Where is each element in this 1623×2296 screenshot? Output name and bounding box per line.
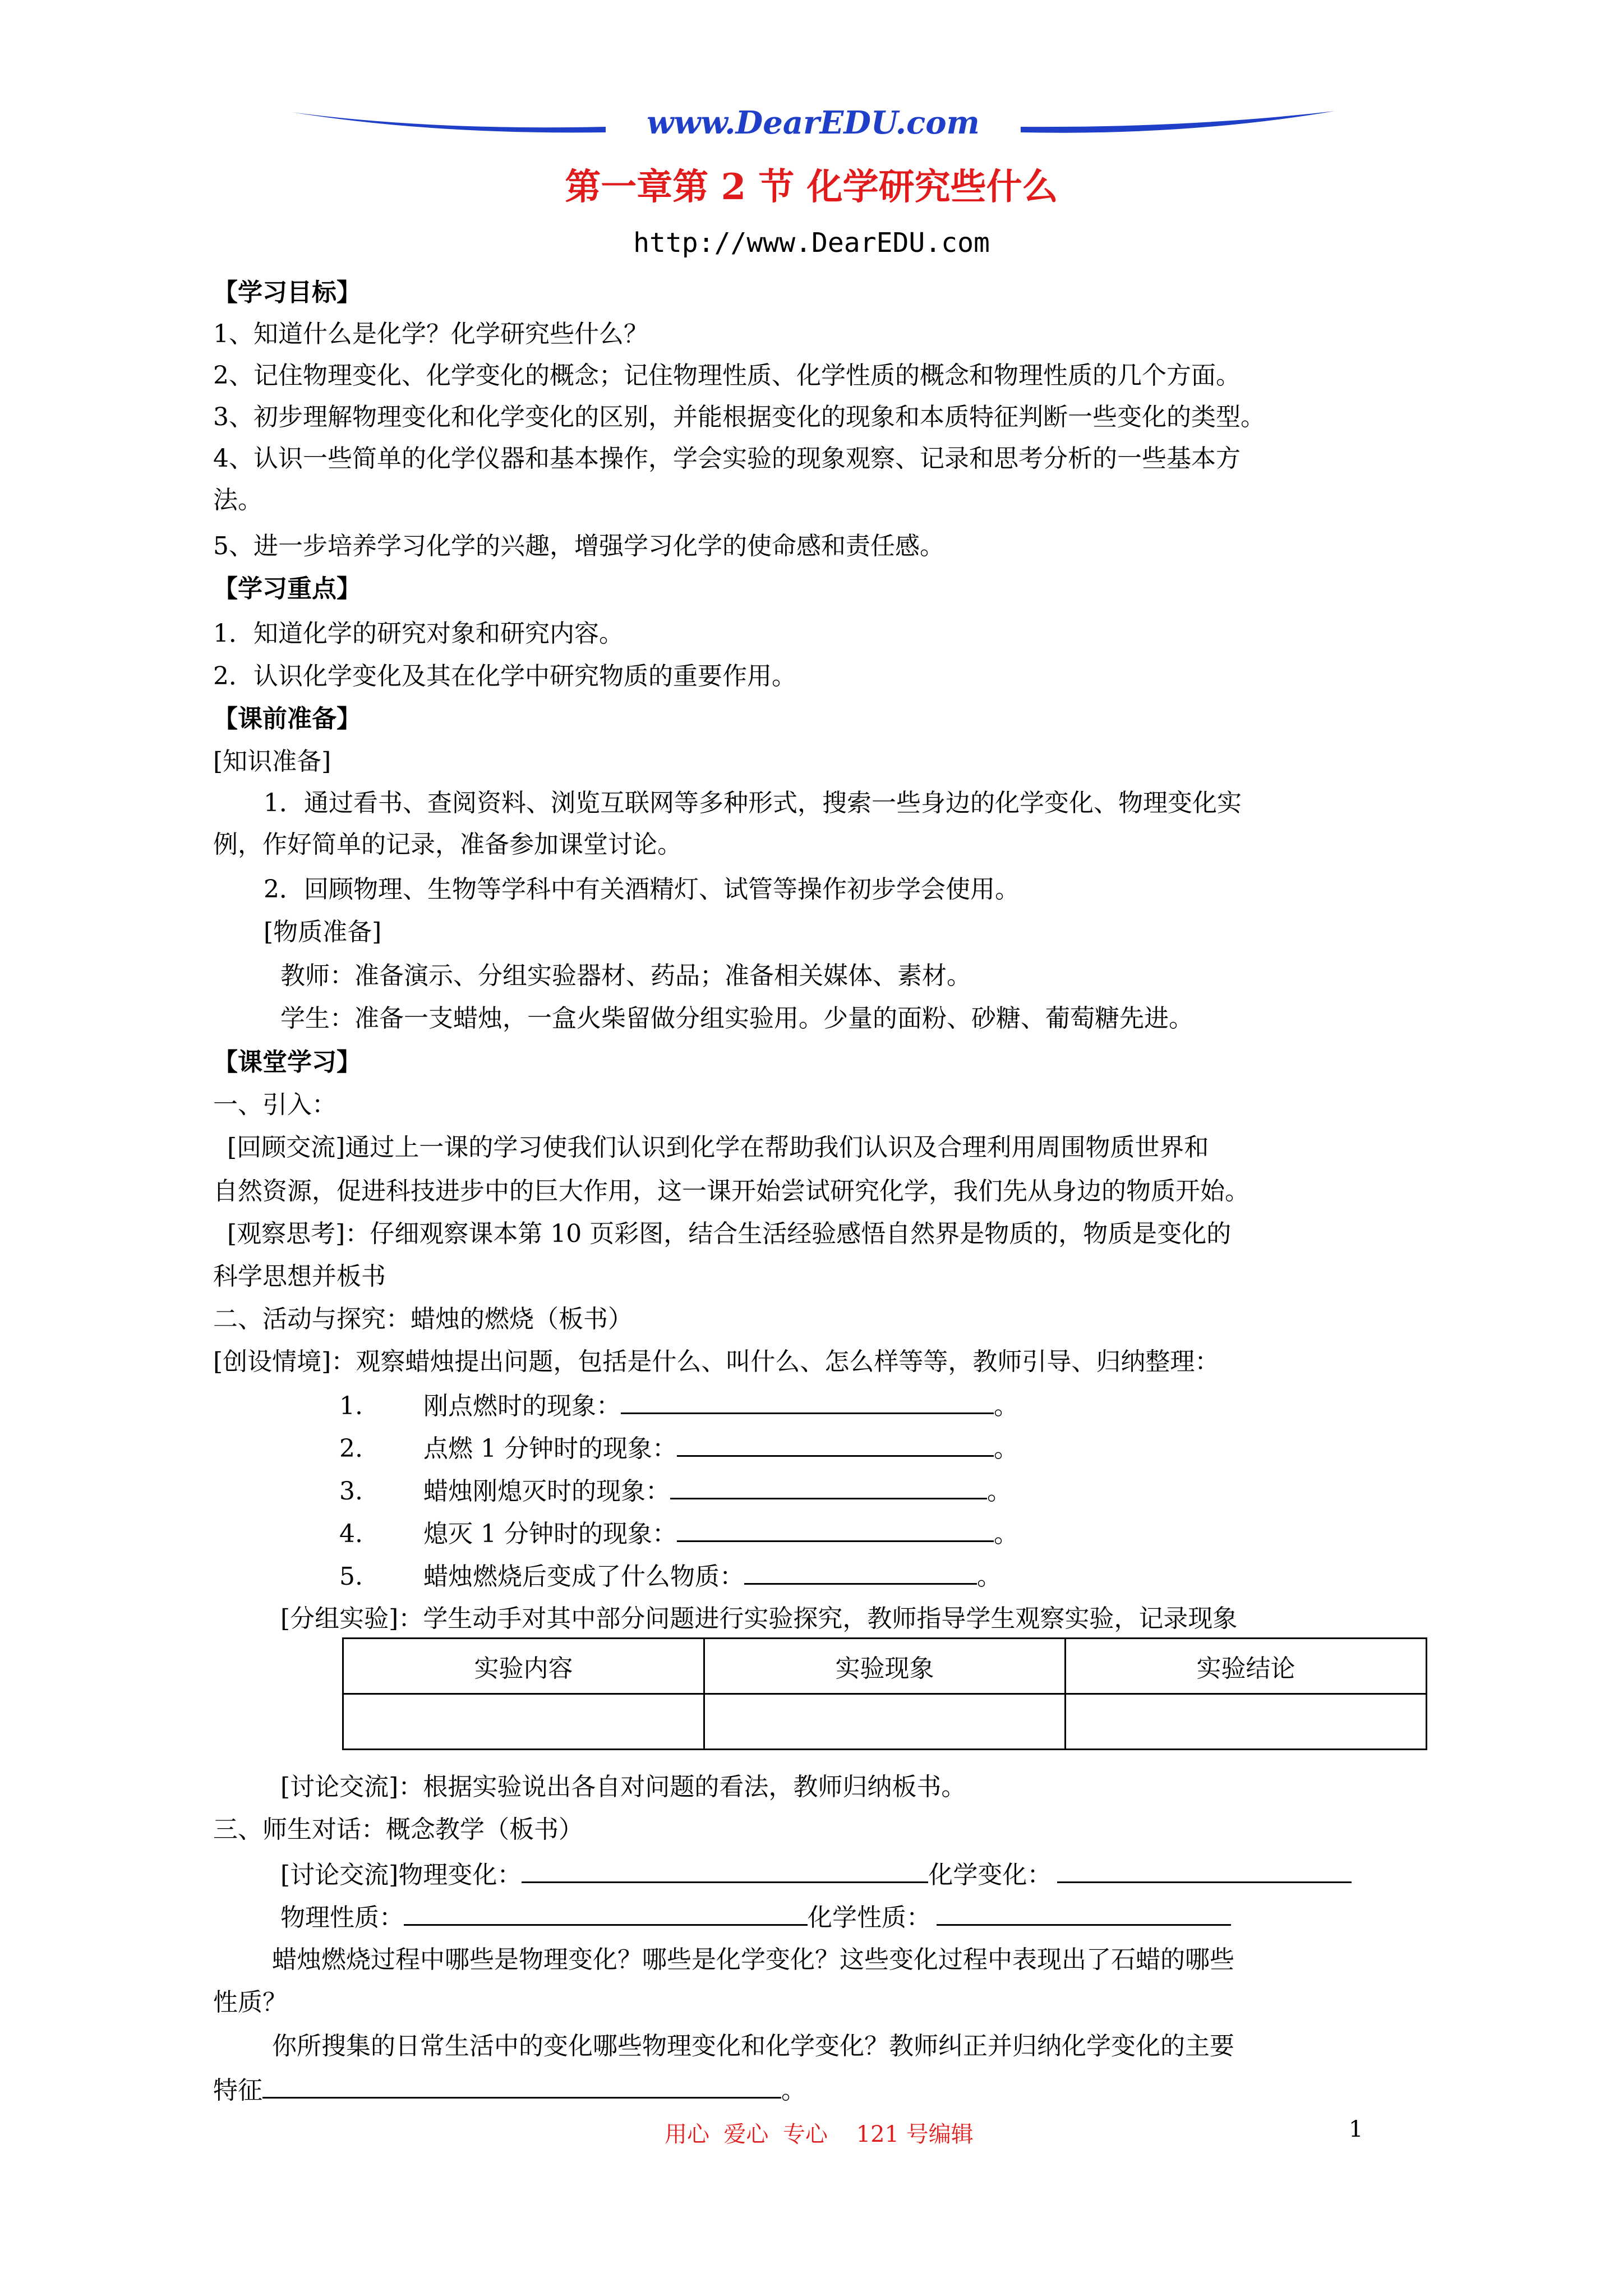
knowledge-prep-label: [知识准备] — [213, 747, 331, 776]
collect-question-line — [213, 2072, 806, 2108]
question-text: 点燃 1 分钟时的现象： — [423, 1434, 677, 1463]
prep-line: 例，作好简单的记录，准备参加课堂讨论。 — [213, 830, 682, 859]
question-5 — [339, 1558, 1002, 1594]
candle-question-line: 蜡烛燃烧过程中哪些是物理变化？哪些是化学变化？这些变化过程中表现出了石蜡的哪些 — [272, 1945, 1234, 1974]
page-title: 第一章第 2 节 化学研究些什么 — [565, 166, 1058, 208]
question-period: 。 — [986, 1477, 1012, 1506]
concept-line-changes — [280, 1857, 1352, 1892]
goal-item: 4、认识一些简单的化学仪器和基本操作，学会实验的现象观察、记录和思考分析的一些基本方 — [213, 444, 1241, 473]
table-cell[interactable] — [343, 1694, 704, 1750]
question-4 — [339, 1516, 1018, 1551]
site-banner — [292, 100, 1335, 150]
observe-line: 科学思想并板书 — [213, 1262, 386, 1291]
table-cell[interactable] — [1066, 1694, 1427, 1750]
student-prep: 学生：准备一支蜡烛，一盒火柴留做分组实验用。少量的面粉、砂糖、葡萄糖先进。 — [280, 1004, 1193, 1033]
class-heading: 【课堂学习】 — [213, 1048, 361, 1076]
banner-text: www.DearEDU.com — [647, 104, 980, 141]
physical-property-blank[interactable] — [404, 1899, 808, 1926]
answer-blank[interactable] — [744, 1558, 977, 1585]
review-line: [回顾交流]通过上一课的学习使我们认识到化学在帮助我们认识及合理利用周围物质世界和 — [227, 1133, 1209, 1162]
question-period: 。 — [993, 1520, 1018, 1548]
answer-blank[interactable] — [677, 1430, 994, 1457]
discuss-line: [讨论交流]：根据实验说出各自对问题的看法，教师归纳板书。 — [280, 1773, 966, 1801]
focus-item: 1．知道化学的研究对象和研究内容。 — [213, 619, 624, 648]
question-text: 熄灭 1 分钟时的现象： — [423, 1520, 677, 1548]
question-number: 5. — [339, 1562, 363, 1591]
goal-item: 5、进一步培养学习化学的兴趣，增强学习化学的使命感和责任感。 — [213, 532, 944, 560]
table-cell[interactable] — [704, 1694, 1066, 1750]
answer-blank[interactable] — [677, 1516, 994, 1542]
activity-heading: 二、活动与探究：蜡烛的燃烧（板书） — [213, 1305, 633, 1333]
footer-text: 用心 爱心 专心 121 号编辑 — [665, 2122, 974, 2147]
answer-blank[interactable] — [670, 1473, 987, 1499]
question-number: 3. — [339, 1477, 363, 1506]
feature-blank[interactable] — [262, 2072, 781, 2099]
table-header-cell: 实验结论 — [1066, 1639, 1427, 1694]
question-1 — [339, 1388, 1018, 1423]
question-3 — [339, 1473, 1012, 1508]
question-period: 。 — [993, 1434, 1018, 1463]
goal-item: 法。 — [213, 486, 262, 514]
chemical-change-label: 化学变化： — [928, 1861, 1052, 1889]
question-number: 2. — [339, 1434, 363, 1463]
answer-blank[interactable] — [621, 1388, 994, 1414]
question-period: 。 — [993, 1392, 1018, 1420]
goal-item: 3、初步理解物理变化和化学变化的区别，并能根据变化的现象和本质特征判断一些变化的类型。 — [213, 403, 1265, 431]
group-experiment-line: [分组实验]：学生动手对其中部分问题进行实验探究，教师指导学生观察实验，记录现象 — [280, 1604, 1238, 1633]
question-number: 1. — [339, 1392, 363, 1420]
table-header-row — [343, 1639, 1427, 1694]
candle-question-line: 性质？ — [213, 1988, 287, 2017]
teacher-prep: 教师：准备演示、分组实验器材、药品；准备相关媒体、素材。 — [280, 961, 971, 990]
chemical-change-blank[interactable] — [1057, 1857, 1352, 1883]
chemical-property-blank[interactable] — [937, 1899, 1231, 1926]
experiment-table — [342, 1637, 1427, 1750]
dialogue-heading: 三、师生对话：概念教学（板书） — [213, 1815, 583, 1844]
focus-heading: 【学习重点】 — [213, 574, 361, 603]
concept-line-properties — [280, 1899, 1231, 1935]
question-period: 。 — [976, 1562, 1002, 1591]
page-url: http://www.DearEDU.com — [633, 227, 990, 259]
table-header-cell: 实验现象 — [704, 1639, 1066, 1694]
table-header-cell: 实验内容 — [343, 1639, 704, 1694]
collect-question-line: 你所搜集的日常生活中的变化哪些物理变化和化学变化？教师纠正并归纳化学变化的主要 — [272, 2032, 1234, 2060]
physical-property-label: 物理性质： — [280, 1903, 404, 1932]
goal-item: 1、知道什么是化学？化学研究些什么？ — [213, 320, 648, 348]
page-number: 1 — [1349, 2116, 1363, 2142]
focus-item: 2．认识化学变化及其在化学中研究物质的重要作用。 — [213, 662, 796, 691]
prep-heading: 【课前准备】 — [213, 705, 361, 733]
prep-line: 2．回顾物理、生物等学科中有关酒精灯、试管等操作初步学会使用。 — [264, 875, 1020, 904]
question-text: 蜡烛燃烧后变成了什么物质： — [423, 1562, 744, 1591]
goals-heading: 【学习目标】 — [213, 278, 361, 307]
question-period: 。 — [781, 2076, 806, 2105]
goal-item: 2、记住物理变化、化学变化的概念；记住物理性质、化学性质的概念和物理性质的几个方面。 — [213, 361, 1241, 390]
physical-change-label: [讨论交流]物理变化： — [280, 1861, 522, 1889]
observe-line: [观察思考]：仔细观察课本第 10 页彩图，结合生活经验感悟自然界是物质的，物质是变化的 — [227, 1220, 1232, 1248]
chemical-property-label: 化学性质： — [808, 1903, 931, 1932]
scenario-line: [创设情境]：观察蜡烛提出问题，包括是什么、叫什么、怎么样等等，教师引导、归纳整理： — [213, 1347, 1220, 1376]
table-row — [343, 1694, 1427, 1750]
question-text: 刚点燃时的现象： — [423, 1392, 621, 1420]
review-line: 自然资源，促进科技进步中的巨大作用，这一课开始尝试研究化学，我们先从身边的物质开始。 — [213, 1177, 1249, 1205]
collect-question-text: 特征 — [213, 2076, 262, 2105]
question-2 — [339, 1430, 1018, 1466]
prep-line: 1．通过看书、查阅资料、浏览互联网等多种形式，搜索一些身边的化学变化、物理变化实 — [264, 789, 1242, 817]
material-prep-label: [物质准备] — [264, 918, 382, 946]
physical-change-blank[interactable] — [522, 1857, 928, 1883]
intro-heading: 一、引入： — [213, 1091, 336, 1119]
question-number: 4. — [339, 1520, 363, 1548]
question-text: 蜡烛刚熄灭时的现象： — [423, 1477, 670, 1506]
